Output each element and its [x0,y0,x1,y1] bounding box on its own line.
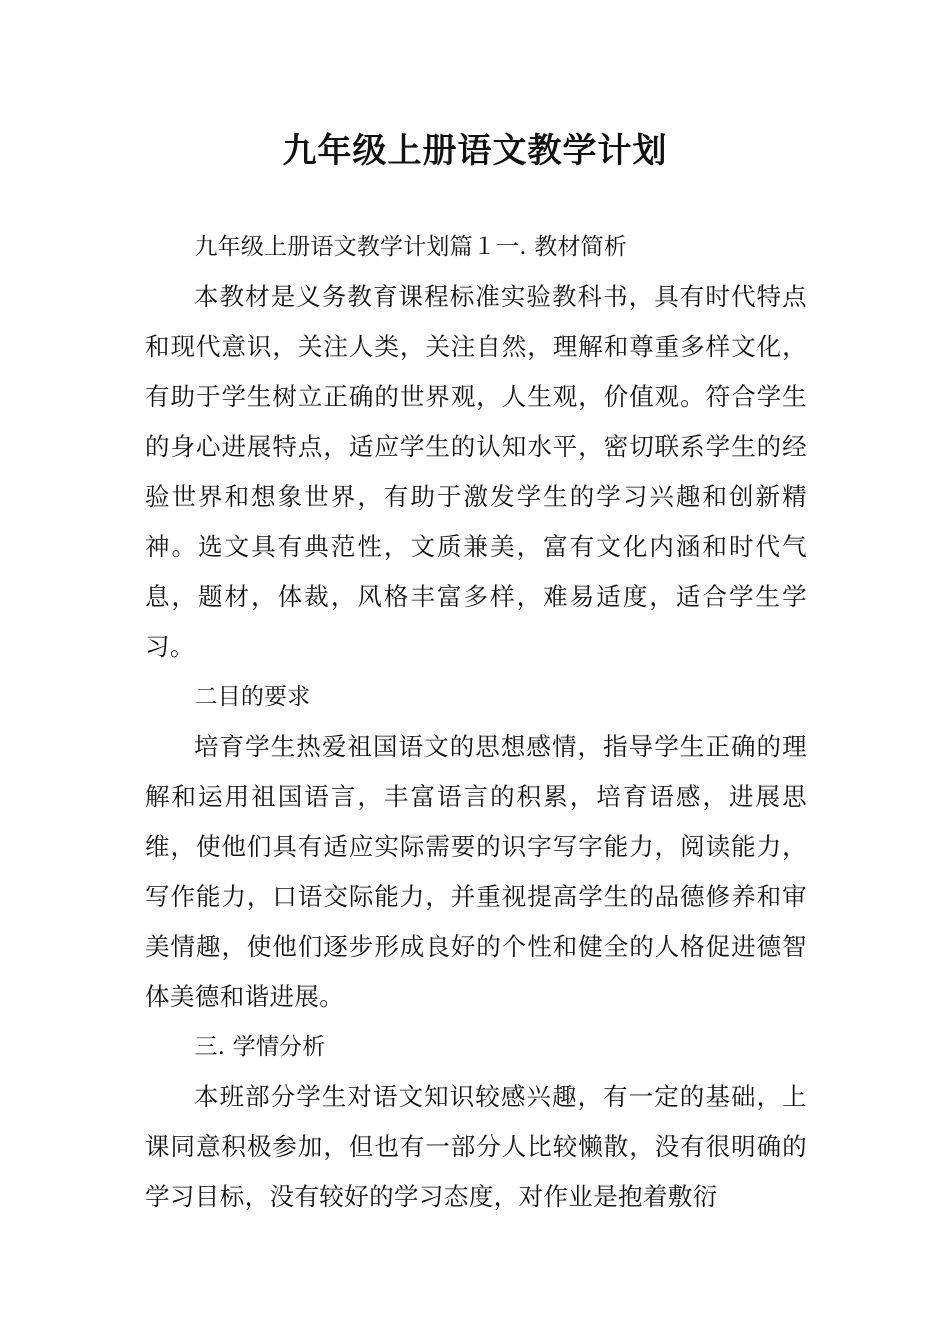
paragraph-student-analysis: 本班部分学生对语文知识较感兴趣，有一定的基础，上课同意积极参加，但也有一部分人比较懒散，没有很明确的学习目标，没有较好的学习态度，对作业是抱着敷衍 [145,1082,807,1211]
document-body [145,222,807,1222]
section-heading-student-analysis: 三. 学情分析 [194,1034,326,1060]
section-heading-textbook-analysis: 九年级上册语文教学计划篇１一. 教材简析 [194,234,628,260]
paragraph-goals: 培育学生热爱祖国语文的思想感情，指导学生正确的理解和运用祖国语言，丰富语言的积累，培育语感，进展思维，使他们具有适应实际需要的识字写字能力，阅读能力，写作能力，口语交际能力，并重视提高学生的品德修养和审美情趣，使他们逐步形成良好的个性和健全的人格促进德智体美德和谐进展。 [145,732,807,1011]
section-heading-goals: 二目的要求 [194,684,311,710]
paragraph-textbook-description: 本教材是义务教育课程标准实验教科书，具有时代特点和现代意识，关注人类，关注自然，理解和尊重多样文化，有助于学生树立正确的世界观，人生观，价值观。符合学生的身心进展特点，适应学生的认知水平，密切联系学生的经验世界和想象世界，有助于激发学生的学习兴趣和创新精神。选文具有典范性，文质兼美，富有文化内涵和时代气息，题材，体裁，风格丰富多样，难易适度，适合学生学习。 [145,282,807,661]
document-title: 九年级上册语文教学计划 [282,131,668,171]
